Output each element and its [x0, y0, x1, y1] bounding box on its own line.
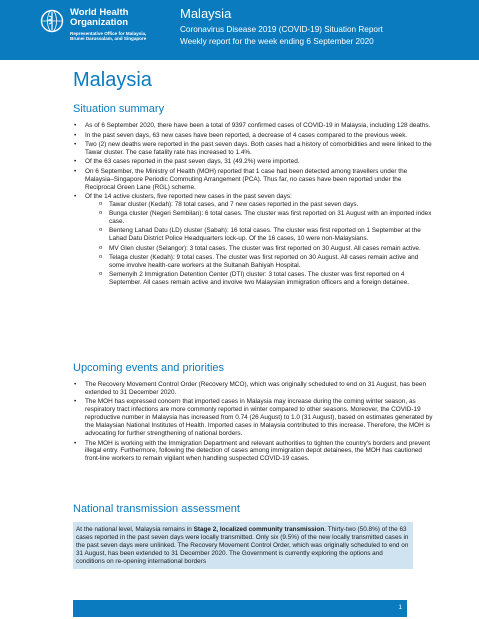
list-item: • On 6 September, the Ministry of Health (MOH) reported that 1 case had been detected among travellers under the Malaysia–Singapore Periodic Commuting Arrangement (PCA). Thus far, no cases have been reported under the Reciprocal Green Lane (RGL) scheme. — [73, 168, 433, 192]
national-text-before: At the national level, Malaysia remains in — [76, 526, 194, 533]
list-item-clusters — [73, 193, 433, 286]
cluster-item: o Tawar cluster (Kedah): 78 total cases, and 7 new cases reported in the past seven days. — [85, 201, 433, 209]
list-item-text: Of the 14 active clusters, five reported new cases in the past seven days: — [85, 193, 292, 201]
list-item: • In the past seven days, 63 new cases have been reported, a decrease of 4 cases compared to the previous week. — [73, 132, 433, 140]
list-item: • Two (2) new deaths were reported in the past seven days. Both cases had a history of comorbidities and were linked to the Tawar cluster. The case fatality rate has increased to 1.4%. — [73, 141, 433, 157]
who-office-name: Representative Office for Malaysia, Brunei Darussalam, and Singapore — [70, 31, 147, 42]
national-text-after: . Thirty-two (50.8%) of the 63 cases reported in the past seven days were locally transmitted. Only six (9.5%) of the new locally transmitted cases in the past seven days were unlinked. The Recovery Movement Control Order, which was originally scheduled to end on 31 August, has been extended to 31 December 2020. The Government is currently exploring the options and conditions on re-opening international borders — [76, 526, 409, 565]
who-org-name: World Health Organization — [70, 7, 129, 28]
list-item: • The Recovery Movement Control Order (Recovery MCO), which was originally scheduled to end on 31 August, has been extended to 31 December 2020. — [73, 381, 433, 397]
list-item: • The MOH is working with the Immigration Department and relevant authorities to tighten the country's borders and prevent illegal entry. Furthermore, following the detection of cases among immigration depot detainees, the MOH has cautioned front-line workers to remain vigilant when handling suspected COVID-19 cases. — [73, 440, 433, 464]
header-report-title: Coronavirus Disease 2019 (COVID-19) Situation Report — [180, 25, 383, 34]
situation-summary-section — [73, 103, 433, 288]
page-number: 1 — [398, 604, 402, 611]
cluster-item: o Bunga cluster (Negeri Sembilan): 6 total cases. The cluster was first reported on 31 August with an imported index case. — [85, 210, 433, 226]
section-title-situation: Situation summary — [73, 103, 165, 115]
national-assessment-box — [73, 522, 413, 569]
section-title-upcoming: Upcoming events and priorities — [73, 362, 225, 374]
header-week: Weekly report for the week ending 6 September 2020 — [180, 37, 374, 46]
report-header — [0, 0, 479, 60]
cluster-item: o Benteng Lahad Datu (LD) cluster (Sabah): 16 total cases. The cluster was first reported on 1 September at the Lahad Datu District Police Headquarters lock-up. Of the 16 cases, 10 were non-Malaysians. — [85, 227, 433, 243]
page-title: Malaysia — [73, 69, 152, 91]
who-emblem-icon — [40, 9, 64, 33]
page-footer — [73, 600, 407, 617]
cluster-item: o Telaga cluster (Kedah): 9 total cases. The cluster was first reported on 30 August. All cases remain active and some involve health-care workers at the Sultanah Bahiyah Hospital. — [85, 254, 433, 270]
cluster-item: o MV Glen cluster (Selangor): 3 total cases. The cluster was first reported on 30 August. All cases remain active. — [85, 245, 433, 253]
list-item: • Of the 63 cases reported in the past seven days, 31 (49.2%) were imported. — [73, 158, 433, 166]
upcoming-events-section — [73, 362, 433, 465]
national-transmission-section — [73, 503, 433, 569]
national-stage: Stage 2, localized community transmission — [193, 526, 325, 533]
header-country: Malaysia — [180, 6, 232, 21]
section-title-national: National transmission assessment — [73, 503, 240, 515]
list-item: • As of 6 September 2020, there have been a total of 9397 confirmed cases of COVID-19 in Malaysia, including 128 deaths. — [73, 122, 433, 130]
cluster-item: o Semenyih 2 Immigration Detention Center (DTI) cluster: 3 total cases. The cluster was first reported on 4 September. All cases remain active and involve two Malaysian immigration officers and a foreign detainee. — [85, 271, 433, 287]
list-item: • The MOH has expressed concern that imported cases in Malaysia may increase during the coming winter season, as respiratory tract infections are more commonly reported in winter compared to other seasons. Moreover, the COVID-19 reproductive number in Malaysia has increased from 0.74 (26 August) to 1.0 (31 August), based on estimates generated by the Malaysian National Institutes of Health. Imported cases in Malaysia contributed to this increase. Therefore, the MOH is advocating for further strengthening of national borders. — [73, 398, 433, 438]
